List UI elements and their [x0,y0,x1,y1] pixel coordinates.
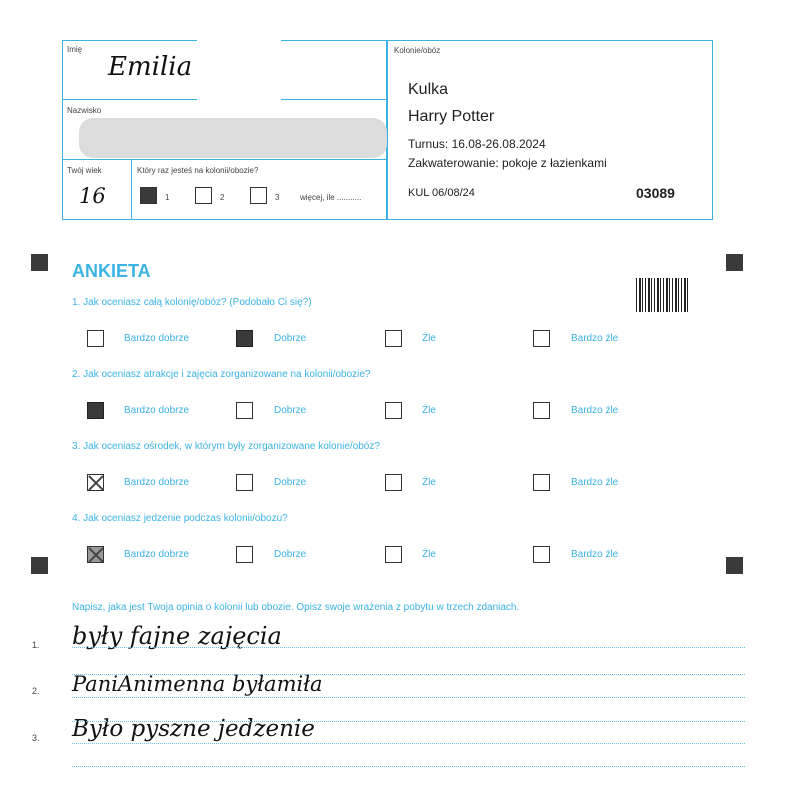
dotted-line [72,674,745,675]
registration-marker [726,557,743,574]
first-name-value: Emilia [108,52,193,82]
visit-count-label: Który raz jesteś na kolonii/obozie? [137,166,259,175]
form-number: 03089 [636,185,675,201]
option-label: Źle [422,333,436,344]
option-label: Bardzo dobrze [124,477,190,488]
registration-marker [726,254,743,271]
option-label: Źle [422,405,436,416]
line-number: 3. [32,733,40,743]
option-label: Dobrze [274,549,307,560]
option-label: Bardzo źle [571,333,619,344]
q2-dobrze-checkbox[interactable] [236,402,253,419]
q4-zle-checkbox[interactable] [385,546,402,563]
line-number: 1. [32,640,40,650]
dotted-line [72,766,745,767]
last-name-redacted [79,118,387,158]
option-label: Bardzo dobrze [124,549,190,560]
visit-1-checkbox[interactable] [140,187,157,204]
q4-dobrze-checkbox[interactable] [236,546,253,563]
question-1: 1. Jak oceniasz całą kolonię/obóz? (Podobało Ci się?) [72,297,312,308]
q1-bardzo-dobrze-checkbox[interactable] [87,330,104,347]
q1-bardzo-zle-checkbox[interactable] [533,330,550,347]
option-label: Dobrze [274,333,307,344]
camp-name: Kulka [408,81,449,98]
visit-more-label: więcej, ile ........... [300,193,362,202]
visit-3-checkbox[interactable] [250,187,267,204]
question-4: 4. Jak oceniasz jedzenie podczas kolonii/obozu? [72,513,288,524]
q3-bardzo-zle-checkbox[interactable] [533,474,550,491]
camp-label: Kolonie/obóz [394,46,441,55]
q3-dobrze-checkbox[interactable] [236,474,253,491]
registration-marker [31,557,48,574]
opinion-prompt: Napisz, jaka jest Twoja opinia o kolonii lub obozie. Opisz swoje wrażenia z pobytu w trzech zdaniach. [72,602,520,613]
q1-zle-checkbox[interactable] [385,330,402,347]
q2-bardzo-dobrze-checkbox[interactable] [87,402,104,419]
age-value: 16 [79,184,106,208]
q2-zle-checkbox[interactable] [385,402,402,419]
divider [62,159,387,160]
last-name-label: Nazwisko [67,106,102,115]
dotted-line [72,743,745,744]
q4-bardzo-dobrze-checkbox[interactable] [87,546,104,563]
q4-bardzo-zle-checkbox[interactable] [533,546,550,563]
opinion-line-2[interactable]: PaniAnimenna byłamiła [72,672,323,696]
option-label: Bardzo źle [571,477,619,488]
redaction-block [197,40,281,100]
accommodation: Zakwaterowanie: pokoje z łazienkami [408,156,607,170]
q2-bardzo-zle-checkbox[interactable] [533,402,550,419]
option-label: Źle [422,549,436,560]
option-label: Dobrze [274,405,307,416]
dotted-line [72,647,745,648]
question-2: 2. Jak oceniasz atrakcje i zajęcia zorganizowane na kolonii/obozie? [72,369,371,380]
dotted-line [72,697,745,698]
option-label: Bardzo źle [571,549,619,560]
q1-dobrze-checkbox[interactable] [236,330,253,347]
option-label: Bardzo dobrze [124,333,190,344]
option-label: Bardzo dobrze [124,405,190,416]
divider [131,159,132,220]
option-label: Dobrze [274,477,307,488]
camp-code: KUL 06/08/24 [408,187,475,199]
line-number: 2. [32,686,40,696]
q3-bardzo-dobrze-checkbox[interactable] [87,474,104,491]
first-name-label: Imię [67,45,83,54]
age-label: Twój wiek [67,166,102,175]
dotted-line [72,721,745,722]
option-label: Bardzo źle [571,405,619,416]
barcode [636,278,690,312]
question-3: 3. Jak oceniasz ośrodek, w którym były zorganizowane kolonie/obóz? [72,441,380,452]
camp-theme: Harry Potter [408,108,495,125]
visit-1-label: 1 [165,193,170,202]
survey-title: ANKIETA [72,261,151,281]
turnus: Turnus: 16.08-26.08.2024 [408,137,546,151]
visit-2-label: 2 [220,193,225,202]
q3-zle-checkbox[interactable] [385,474,402,491]
option-label: Źle [422,477,436,488]
opinion-line-3[interactable]: Było pyszne jedzenie [72,716,315,742]
registration-marker [31,254,48,271]
visit-2-checkbox[interactable] [195,187,212,204]
visit-3-label: 3 [275,193,280,202]
opinion-line-1[interactable]: były fajne zajęcia [72,622,282,650]
